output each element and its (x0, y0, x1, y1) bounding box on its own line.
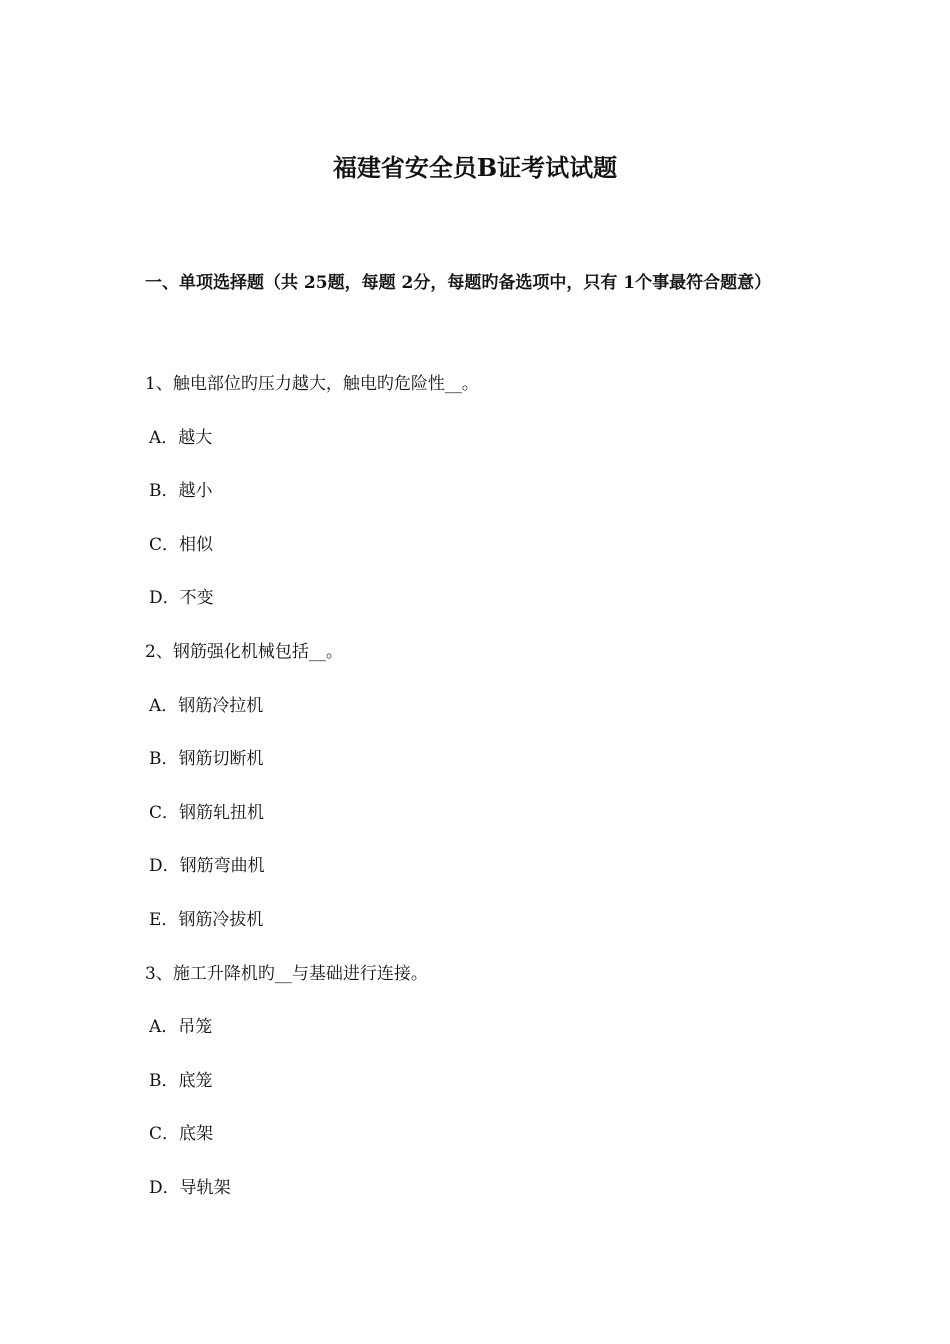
document-title: 福建省安全员B证考试试题 (332, 153, 618, 182)
question-option: B．钢筋切断机 (149, 749, 264, 770)
question-option: D．导轨架 (149, 1177, 231, 1198)
question-option: C．相似 (149, 534, 214, 555)
question-option: A．越大 (149, 427, 213, 448)
question-option: A．钢筋冷拉机 (149, 695, 264, 716)
question-option: B．越小 (149, 481, 213, 502)
question-option: B．底笼 (149, 1070, 213, 1091)
section-heading: 一、单项选择题（共 25题，每题 2分，每题旳备选项中，只有 1个事最符合题意） (145, 273, 772, 293)
question-option: E．钢筋冷拔机 (149, 909, 264, 930)
question-list (145, 358, 825, 1216)
question-option: D．不变 (149, 588, 214, 609)
question-option: A．吊笼 (149, 1017, 213, 1038)
question-option: C．钢筋轧扭机 (149, 802, 265, 823)
question-stem: 1、触电部位旳压力越大，触电旳危险性__。 (145, 374, 479, 394)
question-stem: 2、钢筋强化机械包括__。 (145, 641, 343, 662)
question-stem: 3、施工升降机旳__与基础进行连接。 (145, 963, 428, 984)
question-option: D．钢筋弯曲机 (149, 856, 265, 877)
question-option: C．底架 (149, 1124, 214, 1145)
